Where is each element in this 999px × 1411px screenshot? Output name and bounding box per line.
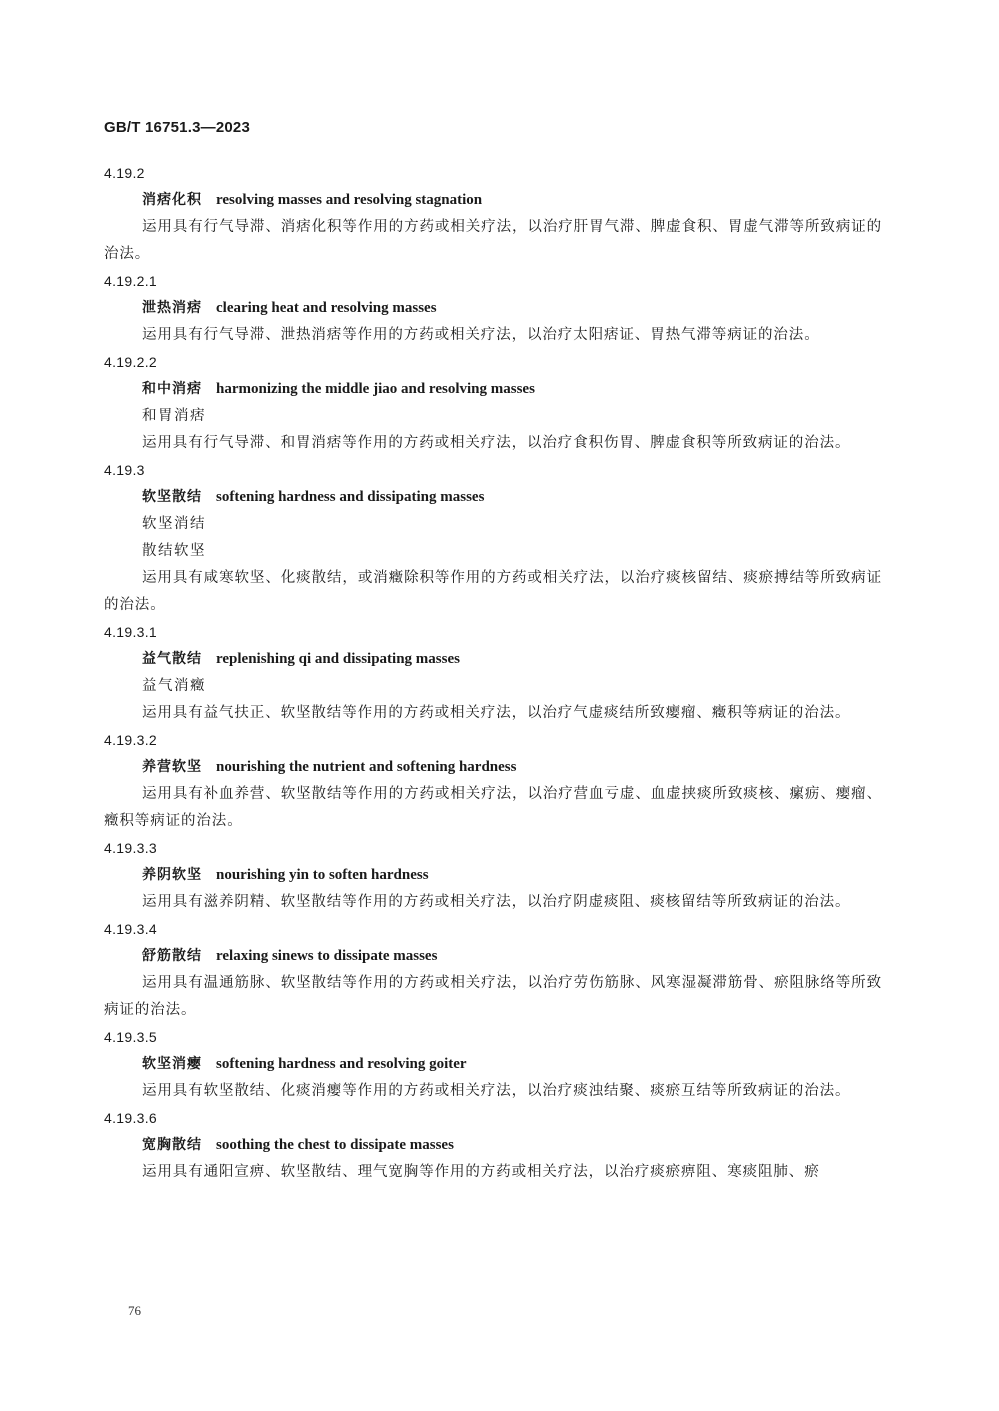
term-english: nourishing the nutrient and softening hardness xyxy=(216,759,517,775)
term-english: softening hardness and resolving goiter xyxy=(216,1056,467,1072)
term-chinese: 舒筋散结 xyxy=(142,948,202,964)
term-english: clearing heat and resolving masses xyxy=(216,300,437,316)
entry-number: 4.19.3.5 xyxy=(104,1029,157,1045)
entry-definition: 运用具有益气扶正、软坚散结等作用的方药或相关疗法，以治疗气虚痰结所致瘿瘤、癥积等病证的治法。 xyxy=(142,705,851,721)
entry xyxy=(104,268,882,349)
entry-number: 4.19.2.1 xyxy=(104,273,157,289)
entry-number: 4.19.3 xyxy=(104,462,145,478)
term-english: resolving masses and resolving stagnation xyxy=(216,192,483,208)
term-english: replenishing qi and dissipating masses xyxy=(216,651,460,667)
entry-synonym: 益气消癥 xyxy=(142,678,206,694)
entry-number: 4.19.2 xyxy=(104,165,145,181)
term-english: relaxing sinews to dissipate masses xyxy=(216,948,438,964)
entry xyxy=(104,1105,882,1186)
entry-definition: 运用具有温通筋脉、软坚散结等作用的方药或相关疗法，以治疗劳伤筋脉、风寒湿凝滞筋骨、瘀阻脉络等所致病证的治法。 xyxy=(104,975,882,1018)
term-chinese: 养阴软坚 xyxy=(142,867,202,883)
entry xyxy=(104,1024,882,1105)
entry-number: 4.19.3.3 xyxy=(104,840,157,856)
term-chinese: 宽胸散结 xyxy=(142,1137,202,1153)
term-english: softening hardness and dissipating masses xyxy=(216,489,485,505)
term-english: harmonizing the middle jiao and resolving masses xyxy=(216,381,535,397)
entry xyxy=(104,457,882,619)
entry-synonym: 软坚消结 xyxy=(142,516,206,532)
term-english: nourishing yin to soften hardness xyxy=(216,867,429,883)
entry-term xyxy=(104,862,882,889)
term-chinese: 软坚消瘿 xyxy=(142,1056,202,1072)
entry-definition: 运用具有滋养阴精、软坚散结等作用的方药或相关疗法，以治疗阴虚痰阻、痰核留结等所致病证的治法。 xyxy=(142,894,851,910)
entry-number: 4.19.3.4 xyxy=(104,921,157,937)
entry-term xyxy=(104,376,882,403)
entry-term xyxy=(104,1132,882,1159)
entry-number: 4.19.2.2 xyxy=(104,354,157,370)
entry-number: 4.19.3.2 xyxy=(104,732,157,748)
term-english: soothing the chest to dissipate masses xyxy=(216,1137,454,1153)
entry xyxy=(104,916,882,1024)
term-chinese: 和中消痞 xyxy=(142,381,202,397)
entry-term xyxy=(104,754,882,781)
entry-term xyxy=(104,484,882,511)
entry-term xyxy=(104,646,882,673)
entry xyxy=(104,727,882,835)
entry-term xyxy=(104,295,882,322)
term-chinese: 消痞化积 xyxy=(142,192,202,208)
entry-definition: 运用具有软坚散结、化痰消瘿等作用的方药或相关疗法，以治疗痰浊结聚、痰瘀互结等所致病证的治法。 xyxy=(142,1083,851,1099)
entry xyxy=(104,160,882,268)
entry-definition: 运用具有补血养营、软坚散结等作用的方药或相关疗法，以治疗营血亏虚、血虚挟痰所致痰核、瘰疬、瘿瘤、癥积等病证的治法。 xyxy=(104,786,882,829)
document-code: GB/T 16751.3—2023 xyxy=(104,119,250,136)
page-number: 76 xyxy=(128,1303,141,1318)
term-chinese: 益气散结 xyxy=(142,651,202,667)
entry xyxy=(104,835,882,916)
term-chinese: 养营软坚 xyxy=(142,759,202,775)
term-chinese: 泄热消痞 xyxy=(142,300,202,316)
entry-term xyxy=(104,943,882,970)
entry-term xyxy=(104,1051,882,1078)
entry-synonym: 散结软坚 xyxy=(142,543,206,559)
entry xyxy=(104,619,882,727)
entry-synonym: 和胃消痞 xyxy=(142,408,206,424)
document-body xyxy=(104,160,882,1186)
term-chinese: 软坚散结 xyxy=(142,489,202,505)
entry-definition: 运用具有行气导滞、泄热消痞等作用的方药或相关疗法，以治疗太阳痞证、胃热气滞等病证的治法。 xyxy=(142,327,820,343)
entry-definition: 运用具有通阳宣痹、软坚散结、理气宽胸等作用的方药或相关疗法，以治疗痰瘀痹阻、寒痰阻肺、瘀 xyxy=(142,1164,820,1180)
entry-definition: 运用具有咸寒软坚、化痰散结，或消癥除积等作用的方药或相关疗法，以治疗痰核留结、痰瘀搏结等所致病证的治法。 xyxy=(104,570,882,613)
entry-number: 4.19.3.6 xyxy=(104,1110,157,1126)
entry-definition: 运用具有行气导滞、和胃消痞等作用的方药或相关疗法，以治疗食积伤胃、脾虚食积等所致病证的治法。 xyxy=(142,435,851,451)
entry-definition: 运用具有行气导滞、消痞化积等作用的方药或相关疗法，以治疗肝胃气滞、脾虚食积、胃虚气滞等所致病证的治法。 xyxy=(104,219,882,262)
entry-term xyxy=(104,187,882,214)
entry xyxy=(104,349,882,457)
entry-number: 4.19.3.1 xyxy=(104,624,157,640)
